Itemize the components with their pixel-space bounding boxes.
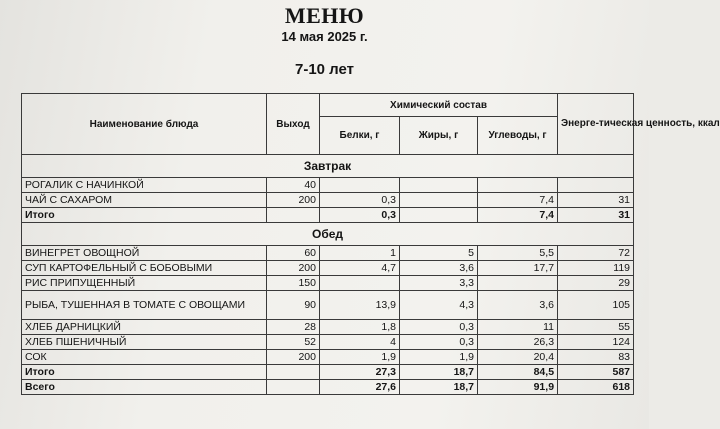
breakfast-total-row <box>22 208 634 223</box>
dish-portion: 150 <box>267 276 320 291</box>
table-row <box>22 291 634 320</box>
dish-name: ХЛЕБ ДАРНИЦКИЙ <box>22 320 267 335</box>
total-portion <box>267 365 320 380</box>
dish-fat: 4,3 <box>400 291 478 320</box>
total-portion <box>267 208 320 223</box>
section-title-breakfast: Завтрак <box>22 155 634 178</box>
document-title: МЕНЮ <box>284 3 365 28</box>
table-row <box>22 320 634 335</box>
total-fat: 18,7 <box>400 365 478 380</box>
dish-carbs <box>478 276 558 291</box>
table-row <box>22 178 634 193</box>
dish-portion: 28 <box>267 320 320 335</box>
dish-name: ХЛЕБ ПШЕНИЧНЫЙ <box>22 335 267 350</box>
grand-total-fat: 18,7 <box>400 380 478 395</box>
dish-carbs: 11 <box>478 320 558 335</box>
dish-fat: 5 <box>400 246 478 261</box>
grand-total-carbs: 91,9 <box>478 380 558 395</box>
dish-carbs: 17,7 <box>478 261 558 276</box>
total-protein: 27,3 <box>320 365 400 380</box>
dish-protein: 1,9 <box>320 350 400 365</box>
dish-protein: 4,7 <box>320 261 400 276</box>
dish-portion: 200 <box>267 350 320 365</box>
dish-protein: 1 <box>320 246 400 261</box>
dish-carbs <box>478 178 558 193</box>
dish-energy: 29 <box>558 276 634 291</box>
header-protein: Белки, г <box>320 117 400 155</box>
dish-carbs: 5,5 <box>478 246 558 261</box>
header-chemical: Химический состав <box>320 94 558 117</box>
grand-total-portion <box>267 380 320 395</box>
grand-total-label: Всего <box>22 380 267 395</box>
dish-name: СОК <box>22 350 267 365</box>
table-row <box>22 261 634 276</box>
lunch-total-row <box>22 365 634 380</box>
dish-fat: 0,3 <box>400 320 478 335</box>
dish-energy: 31 <box>558 193 634 208</box>
header-fat: Жиры, г <box>400 117 478 155</box>
table-row <box>22 246 634 261</box>
dish-energy <box>558 178 634 193</box>
header-carbs: Углеводы, г <box>478 117 558 155</box>
dish-energy: 72 <box>558 246 634 261</box>
dish-energy: 55 <box>558 320 634 335</box>
total-carbs: 7,4 <box>478 208 558 223</box>
dish-carbs: 26,3 <box>478 335 558 350</box>
header-energy: Энерге-тическая ценность, ккал <box>558 94 634 155</box>
total-protein: 0,3 <box>320 208 400 223</box>
table-row <box>22 276 634 291</box>
dish-fat: 3,3 <box>400 276 478 291</box>
total-energy: 587 <box>558 365 634 380</box>
dish-carbs: 3,6 <box>478 291 558 320</box>
dish-carbs: 7,4 <box>478 193 558 208</box>
dish-name: РОГАЛИК С НАЧИНКОЙ <box>22 178 267 193</box>
header-portion: Выход <box>267 94 320 155</box>
total-energy: 31 <box>558 208 634 223</box>
document-date: 14 мая 2025 г. <box>281 29 368 44</box>
dish-fat <box>400 193 478 208</box>
grand-total-energy: 618 <box>558 380 634 395</box>
grand-total-protein: 27,6 <box>320 380 400 395</box>
total-carbs: 84,5 <box>478 365 558 380</box>
dish-name: СУП КАРТОФЕЛЬНЫЙ С БОБОВЫМИ <box>22 261 267 276</box>
table-row <box>22 193 634 208</box>
dish-carbs: 20,4 <box>478 350 558 365</box>
header-dish: Наименование блюда <box>22 94 267 155</box>
dish-protein <box>320 276 400 291</box>
dish-protein: 4 <box>320 335 400 350</box>
dish-portion: 60 <box>267 246 320 261</box>
dish-portion: 200 <box>267 193 320 208</box>
dish-fat <box>400 178 478 193</box>
dish-name: РИС ПРИПУЩЕННЫЙ <box>22 276 267 291</box>
total-fat <box>400 208 478 223</box>
menu-table <box>21 93 720 395</box>
dish-fat: 0,3 <box>400 335 478 350</box>
dish-portion: 40 <box>267 178 320 193</box>
dish-protein: 13,9 <box>320 291 400 320</box>
dish-portion: 200 <box>267 261 320 276</box>
total-label: Итого <box>22 208 267 223</box>
dish-protein: 1,8 <box>320 320 400 335</box>
dish-portion: 90 <box>267 291 320 320</box>
dish-energy: 83 <box>558 350 634 365</box>
dish-name: ЧАЙ С САХАРОМ <box>22 193 267 208</box>
grand-total-row <box>22 380 634 395</box>
age-group: 7-10 лет <box>294 61 354 78</box>
table-row <box>22 335 634 350</box>
table-row <box>22 350 634 365</box>
section-title-lunch: Обед <box>22 223 634 246</box>
dish-energy: 124 <box>558 335 634 350</box>
dish-fat: 3,6 <box>400 261 478 276</box>
dish-energy: 119 <box>558 261 634 276</box>
total-label: Итого <box>22 365 267 380</box>
dish-protein <box>320 178 400 193</box>
dish-fat: 1,9 <box>400 350 478 365</box>
dish-name: РЫБА, ТУШЕННАЯ В ТОМАТЕ С ОВОЩАМИ <box>22 291 267 320</box>
dish-portion: 52 <box>267 335 320 350</box>
dish-energy: 105 <box>558 291 634 320</box>
dish-name: ВИНЕГРЕТ ОВОЩНОЙ <box>22 246 267 261</box>
dish-protein: 0,3 <box>320 193 400 208</box>
